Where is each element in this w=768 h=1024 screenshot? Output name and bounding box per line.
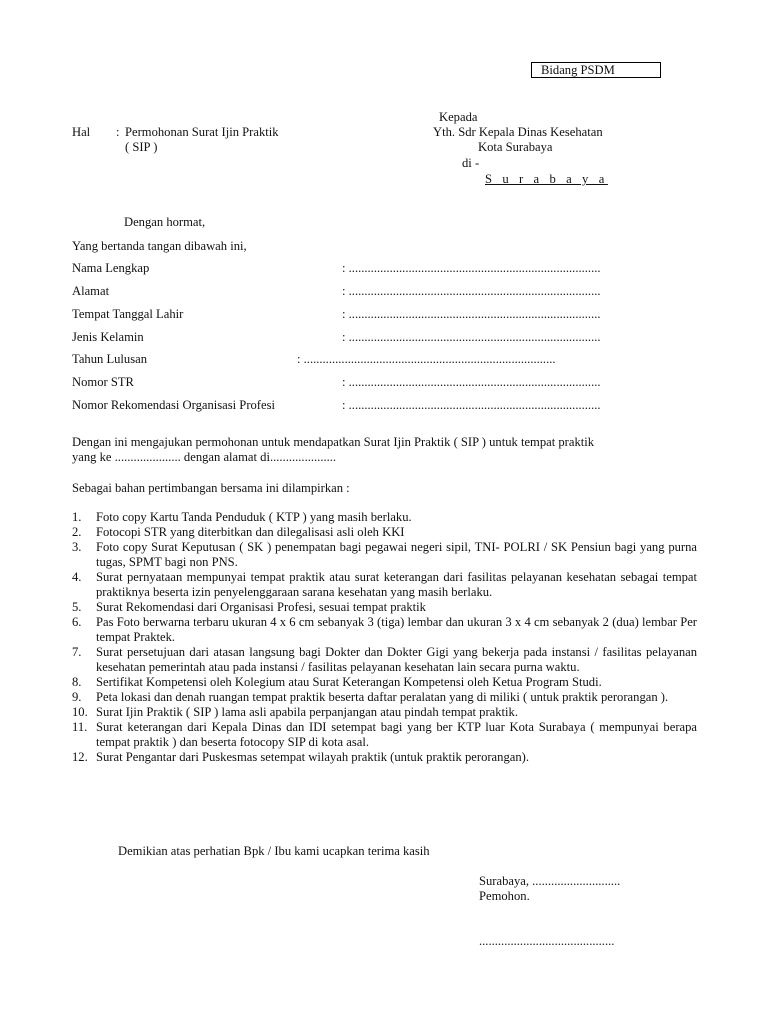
signature-line: ........................................... bbox=[479, 934, 615, 948]
request-line-1: Dengan ini mengajukan permohonan untuk mendapatkan Surat Ijin Praktik ( SIP ) untuk tempat praktik bbox=[72, 435, 595, 449]
list-item: 2. Fotocopi STR yang diterbitkan dan dilegalisasi asli oleh KKI bbox=[72, 525, 405, 539]
field-label-str-number: Nomor STR bbox=[72, 375, 134, 389]
attachments-intro: Sebagai bahan pertimbangan bersama ini dilampirkan : bbox=[72, 481, 350, 495]
list-item: 10. Surat Ijin Praktik ( SIP ) lama asli apabila perpanjangan atau pindah tempat praktik. bbox=[72, 705, 519, 719]
list-item: 11. Surat keterangan dari Kepala Dinas dan IDI setempat bagi yang ber KTP luar Kota Surabaya ( mempunyai berapa tempat praktik ) dan beserta fotocopy SIP di kota asal. bbox=[72, 720, 697, 749]
list-item: 7. Surat persetujuan dari atasan langsung bagi Dokter dan Dokter Gigi yang bekerja pada instansi / fasilitas pelayanan kesehatan pemerintah atau pada instansi / fasilitas pelayanan kesehatan lain secara purna waktu. bbox=[72, 645, 697, 674]
field-label-address: Alamat bbox=[72, 284, 110, 298]
field-label-birth: Tempat Tanggal Lahir bbox=[72, 307, 184, 321]
recipient-line-1: Yth. Sdr Kepala Dinas Kesehatan bbox=[433, 125, 603, 139]
attachments-list bbox=[72, 510, 697, 765]
list-item: 8. Sertifikat Kompetensi oleh Kolegium atau Surat Keterangan Kompetensi oleh Ketua Program Studi. bbox=[72, 675, 602, 689]
recipient-line-3: di - bbox=[462, 156, 480, 170]
list-item: 3. Foto copy Surat Keputusan ( SK ) penempatan bagi pegawai negeri sipil, TNI- POLRI / SK Pensiun bagi yang purna tugas, SPMT bagi non PNS. bbox=[72, 540, 697, 569]
signature-role: Pemohon. bbox=[479, 889, 530, 903]
field-label-recommendation: Nomor Rekomendasi Organisasi Profesi bbox=[72, 398, 275, 412]
closing-text: Demikian atas perhatian Bpk / Ibu kami ucapkan terima kasih bbox=[118, 844, 430, 858]
list-item: 4. Surat pernyataan mempunyai tempat praktik atau surat keterangan dari fasilitas pelayanan kesehatan sebagai tempat praktiknya beserta izin penyelenggaraan sarana kesehatan yang masih berlaku. bbox=[72, 570, 697, 599]
field-value-address: : ................................................................................ bbox=[342, 284, 601, 298]
recipient-city: S u r a b a y a bbox=[485, 172, 608, 186]
intro-text: Yang bertanda tangan dibawah ini, bbox=[72, 239, 247, 253]
field-value-graduation-year: : ................................................................................ bbox=[297, 352, 556, 366]
signature-place-date: Surabaya, ............................ bbox=[479, 874, 621, 888]
list-item: 9. Peta lokasi dan denah ruangan tempat praktik beserta daftar peralatan yang di miliki ( untuk praktik perorangan ). bbox=[72, 690, 669, 704]
greeting: Dengan hormat, bbox=[124, 215, 206, 229]
field-value-recommendation: : ................................................................................ bbox=[342, 398, 601, 412]
field-value-name: : ................................................................................ bbox=[342, 261, 601, 275]
field-label-gender: Jenis Kelamin bbox=[72, 330, 144, 344]
request-line-2: yang ke ..................... dengan alamat di..................... bbox=[72, 450, 337, 464]
field-value-str-number: : ................................................................................ bbox=[342, 375, 601, 389]
subject-line-2: ( SIP ) bbox=[125, 140, 158, 154]
field-value-gender: : ................................................................................ bbox=[342, 330, 601, 344]
field-value-birth: : ................................................................................ bbox=[342, 307, 601, 321]
request-paragraph bbox=[72, 435, 697, 465]
recipient-line-2: Kota Surabaya bbox=[478, 140, 553, 154]
list-item: 12. Surat Pengantar dari Puskesmas setempat wilayah praktik (untuk praktik perorangan). bbox=[72, 750, 529, 764]
field-label-name: Nama Lengkap bbox=[72, 261, 150, 275]
subject-line-1: Permohonan Surat Ijin Praktik bbox=[125, 125, 279, 139]
subject-separator: : bbox=[116, 125, 120, 139]
list-item: 5. Surat Rekomendasi dari Organisasi Profesi, sesuai tempat praktik bbox=[72, 600, 426, 614]
list-item: 1. Foto copy Kartu Tanda Penduduk ( KTP ) yang masih berlaku. bbox=[72, 510, 412, 524]
subject-label: Hal bbox=[72, 125, 91, 139]
department-box: Bidang PSDM bbox=[531, 62, 661, 78]
list-item: 6. Pas Foto berwarna terbaru ukuran 4 x 6 cm sebanyak 3 (tiga) lembar dan ukuran 3 x 4 cm sebanyak 2 (dua) lembar Per tempat Praktek. bbox=[72, 615, 697, 644]
recipient-kepada: Kepada bbox=[439, 110, 478, 124]
field-label-graduation-year: Tahun Lulusan bbox=[72, 352, 148, 366]
